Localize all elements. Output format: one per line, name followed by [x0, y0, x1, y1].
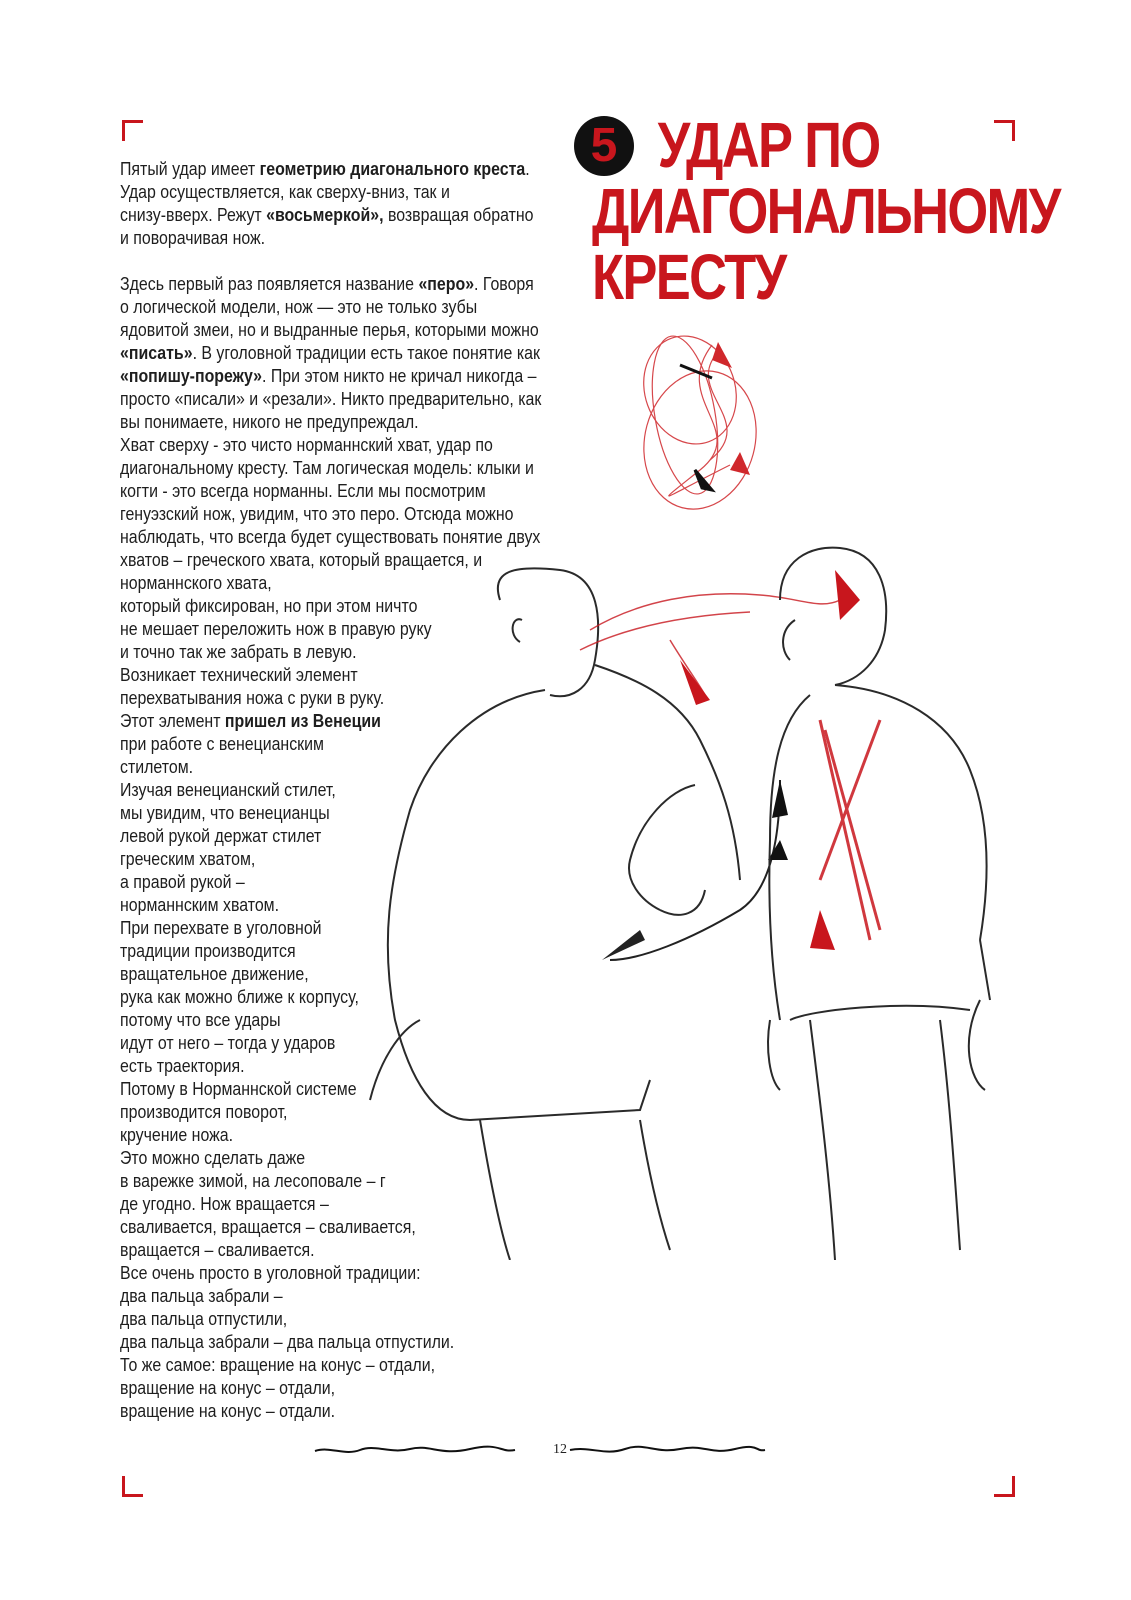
text-line: Хват сверху - это чисто норманнский хват, удар по: [120, 434, 493, 455]
text-line: а правой рукой –: [120, 871, 245, 892]
text-line: мы увидим, что венецианцы: [120, 802, 330, 823]
text-line: Это можно сделать даже: [120, 1147, 306, 1168]
text-line: Пятый удар имеет геометрию диагонального креста.: [120, 158, 530, 179]
text-line: Изучая венецианский стилет,: [120, 779, 336, 800]
text-line: рука как можно ближе к корпусу,: [120, 986, 359, 1007]
text-line: «писать». В уголовной традиции есть такое понятие как: [120, 342, 540, 363]
text-line: левой рукой держат стилет: [120, 825, 322, 846]
text-line: вращается – сваливается.: [120, 1239, 315, 1260]
text-line: наблюдать, что всегда будет существовать понятие двух: [120, 526, 541, 547]
text-line: два пальца забрали –: [120, 1285, 283, 1306]
title-line-2: ДИАГОНАЛЬНОМУ: [592, 175, 1060, 247]
knife-icon: [680, 365, 712, 490]
page-number: 12: [553, 1442, 567, 1457]
text-line: потому что все удары: [120, 1009, 281, 1030]
text-line: не мешает переложить нож в правую руку: [120, 618, 432, 639]
text-line: Возникает технический элемент: [120, 664, 358, 685]
text-line: Все очень просто в уголовной традиции:: [120, 1262, 421, 1283]
text-line: Потому в Норманнской системе: [120, 1078, 357, 1099]
text-line: при работе с венецианским: [120, 733, 324, 754]
title-line-3: КРЕСТУ: [592, 241, 786, 313]
text-line: хватов – греческого хвата, который вращается, и: [120, 549, 483, 570]
text-line: греческим хватом,: [120, 848, 256, 869]
arrow-icon: [712, 342, 732, 368]
text-line: идут от него – тогда у ударов: [120, 1032, 336, 1053]
text-line: вращение на конус – отдали.: [120, 1400, 336, 1421]
text-line: есть траектория.: [120, 1055, 245, 1076]
corner-mark-bottom-right: [994, 1476, 1015, 1497]
text-line: производится поворот,: [120, 1101, 288, 1122]
text-line: генуэзский нож, увидим, что это перо. Отсюда можно: [120, 503, 514, 524]
motion-arc: [610, 780, 780, 960]
knife-strike-illustration: [340, 320, 1060, 1260]
title-line-1: УДАР ПО: [657, 109, 880, 181]
text-line: де угодно. Нож вращается –: [120, 1193, 329, 1214]
figure-eight-sketch: [629, 323, 771, 522]
text-line: То же самое: вращение на конус – отдали,: [120, 1354, 436, 1375]
text-line: когти - это всегда норманны. Если мы посмотрим: [120, 480, 486, 501]
text-line: два пальца забрали – два пальца отпустили.: [120, 1331, 455, 1352]
text-line: Здесь первый раз появляется название «перо». Говоря: [120, 273, 534, 294]
section-number-badge: 5: [574, 116, 634, 176]
text-line: перехватывания ножа с руки в руку.: [120, 687, 385, 708]
text-line: снизу-вверх. Режут «восьмеркой», возвращая обратно: [120, 204, 534, 225]
text-line: «попишу-порежу». При этом никто не кричал никогда –: [120, 365, 537, 386]
text-line: и поворачивая нож.: [120, 227, 266, 248]
text-line: ядовитой змеи, но и выдранные перья, которыми можно: [120, 319, 539, 340]
section-heading: [590, 109, 1060, 313]
text-line: о логической модели, нож — это не только зубы: [120, 296, 478, 317]
defender-figure: [768, 548, 990, 1260]
text-line: просто «писали» и «резали». Никто предварительно, как: [120, 388, 542, 409]
attacker-arm-red: [580, 594, 840, 700]
text-line: два пальца отпустили,: [120, 1308, 288, 1329]
text-line: вращательное движение,: [120, 963, 309, 984]
text-line: диагональному кресту. Там логическая модель: клыки и: [120, 457, 534, 478]
knife-blade-red: [680, 660, 710, 705]
text-line: норманнского хвата,: [120, 572, 272, 593]
text-line: традиции производится: [120, 940, 296, 961]
corner-mark-top-left: [122, 120, 143, 141]
text-line: в варежке зимой, на лесоповале – г: [120, 1170, 386, 1191]
arrow-icon: [730, 452, 750, 475]
section-title: [592, 109, 1060, 313]
text-line: Этот элемент пришел из Венеции: [120, 710, 381, 731]
text-line: вращение на конус – отдали,: [120, 1377, 336, 1398]
text-line: Удар осуществляется, как сверху-вниз, так и: [120, 181, 450, 202]
text-line: кручение ножа.: [120, 1124, 234, 1145]
text-line: сваливается, вращается – сваливается,: [120, 1216, 416, 1237]
text-line: стилетом.: [120, 756, 194, 777]
arrow-icon: [768, 840, 788, 860]
arrow-icon: [772, 780, 788, 818]
text-line: норманнским хватом.: [120, 894, 280, 915]
diagonal-cross-red: [820, 720, 880, 940]
text-line: и точно так же забрать в левую.: [120, 641, 357, 662]
text-line: При перехвате в уголовной: [120, 917, 322, 938]
corner-mark-bottom-left: [122, 1476, 143, 1497]
text-line: который фиксирован, но при этом ничто: [120, 595, 418, 616]
arrow-icon: [810, 910, 835, 950]
arrow-icon: [835, 570, 860, 620]
text-line: вы понимаете, никого не предупреждал.: [120, 411, 419, 432]
